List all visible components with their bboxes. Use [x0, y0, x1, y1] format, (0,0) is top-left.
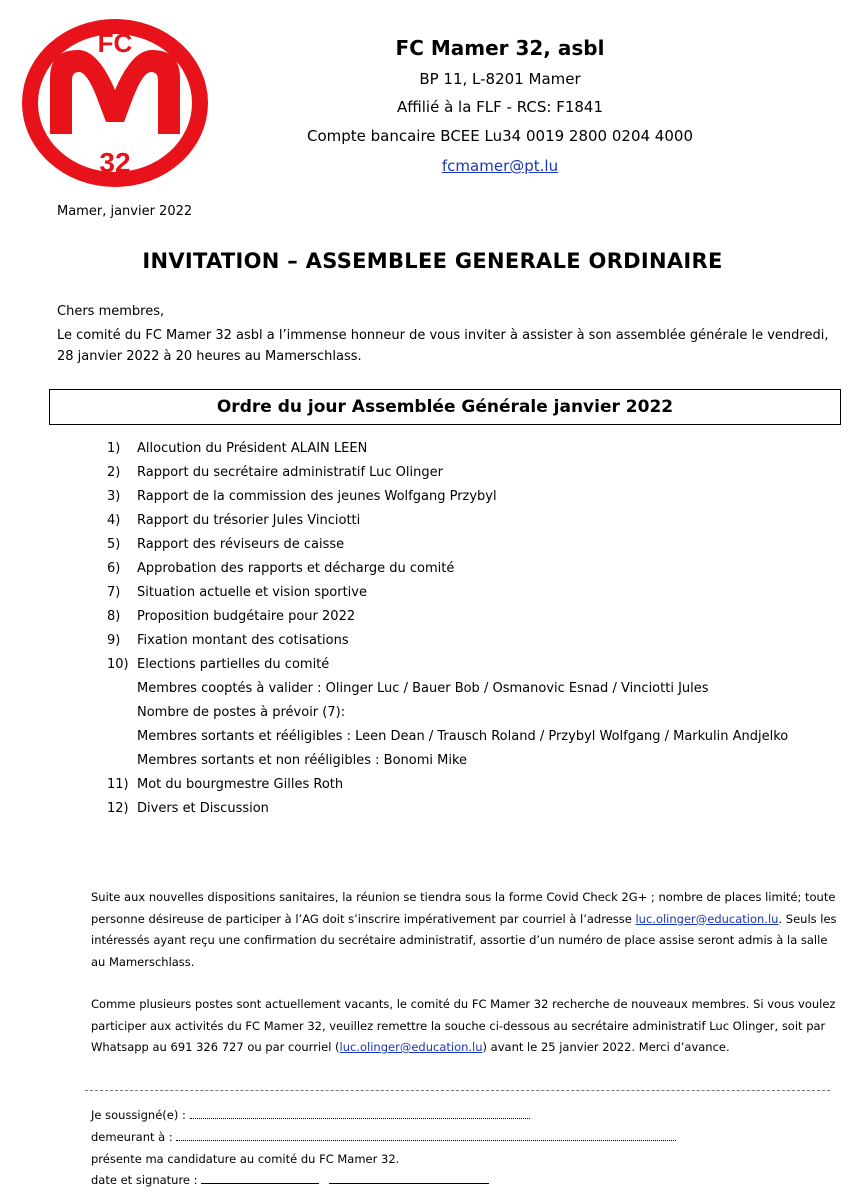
notice1-text-end: . Seuls les intéressés ayant reçu une confirmation du secrétaire administratif, assortie d’un numéro de place assise seront admis à la salle au Mamerschlass. — [91, 911, 837, 969]
agenda-subitem — [107, 725, 847, 749]
agenda-item — [107, 653, 847, 677]
logo-letters: FC — [97, 28, 133, 58]
agenda-item-text: Allocution du Président ALAIN LEEN — [137, 441, 368, 456]
form-date-field[interactable] — [201, 1173, 319, 1184]
form-undersigned-label: Je soussigné(e) : — [91, 1108, 186, 1122]
page-title: INVITATION – ASSEMBLEE GENERALE ORDINAIRE — [142, 249, 723, 273]
notice2-email-link[interactable]: luc.olinger@education.lu — [339, 1040, 483, 1054]
agenda-item — [107, 485, 847, 509]
notice1-text-start: Suite aux nouvelles dispositions sanitaires, la réunion se tiendra sous la forme Covid Check 2G+ ; nombre de places limité; toute personne désireuse de participer à l’AG doit s’inscrire impérativement par courriel à l’adresse — [91, 890, 836, 926]
recruitment-notice — [91, 994, 843, 1059]
agenda-item — [107, 797, 847, 821]
form-undersigned-row — [91, 1108, 530, 1122]
club-bank-account: Compte bancaire BCEE Lu34 0019 2800 0204 4000 — [306, 127, 693, 145]
notice2-text-start: Comme plusieurs postes sont actuellement vacants, le comité du FC Mamer 32 recherche de nouveaux membres. Si vous voulez participer aux activités du FC Mamer 32, veuillez remettre la souche ci-dessous au secrétaire administratif Luc Olinger, soit par Whatsapp au 691 326 727 ou par courriel ( — [91, 997, 836, 1054]
agenda-item-number: 4) — [107, 513, 121, 528]
date-place: Mamer, janvier 2022 — [57, 204, 193, 219]
agenda-item-number: 1) — [107, 441, 121, 456]
agenda-item-text: Membres cooptés à valider : Olinger Luc / Bauer Bob / Osmanovic Esnad / Vinciotti Jules — [137, 681, 709, 696]
agenda-item-text: Rapport du secrétaire administratif Luc Olinger — [137, 465, 443, 480]
agenda-item — [107, 461, 847, 485]
agenda-item-text: Rapport des réviseurs de caisse — [137, 537, 345, 552]
sanitary-notice — [91, 887, 843, 973]
agenda-item-number: 9) — [107, 633, 121, 648]
club-logo — [20, 18, 210, 188]
agenda-item-text: Approbation des rapports et décharge du comité — [137, 561, 455, 576]
club-address: BP 11, L-8201 Mamer — [419, 70, 581, 88]
agenda-item-text: Elections partielles du comité — [137, 657, 330, 672]
salutation: Chers membres, — [57, 304, 165, 319]
agenda-item-text: Divers et Discussion — [137, 801, 269, 816]
agenda-item-number: 12) — [107, 801, 129, 816]
agenda-item — [107, 509, 847, 533]
agenda-subitem — [107, 701, 847, 725]
agenda-item-number: 11) — [107, 777, 129, 792]
agenda-item-text: Rapport du trésorier Jules Vinciotti — [137, 513, 361, 528]
agenda-title: Ordre du jour Assemblée Générale janvier 2022 — [216, 397, 674, 417]
form-candidacy-statement: présente ma candidature au comité du FC Mamer 32. — [91, 1152, 400, 1166]
agenda-item-number: 3) — [107, 489, 121, 504]
agenda-item — [107, 581, 847, 605]
agenda-item-number: 8) — [107, 609, 121, 624]
intro-paragraph: Le comité du FC Mamer 32 asbl a l’immense honneur de vous inviter à assister à son assemblée générale le vendredi, 28 janvier 2022 à 20 heures au Mamerschlass. — [57, 328, 829, 364]
agenda-list — [107, 437, 847, 821]
agenda-item — [107, 437, 847, 461]
agenda-item-text: Membres sortants et rééligibles : Leen Dean / Trausch Roland / Przybyl Wolfgang / Markulin Andjelko — [137, 729, 789, 744]
agenda-subitem — [107, 677, 847, 701]
club-email-link[interactable]: fcmamer@pt.lu — [441, 157, 559, 175]
agenda-item — [107, 605, 847, 629]
agenda-item — [107, 773, 847, 797]
form-residing-row — [91, 1130, 676, 1144]
logo-number: 32 — [99, 147, 131, 178]
agenda-item-text: Nombre de postes à prévoir (7): — [137, 705, 346, 720]
agenda-item-number: 5) — [107, 537, 121, 552]
agenda-item — [107, 629, 847, 653]
form-residing-label: demeurant à : — [91, 1130, 173, 1144]
agenda-item — [107, 557, 847, 581]
cut-line-divider — [85, 1090, 830, 1091]
form-date-signature-row — [91, 1173, 489, 1187]
notice1-email-link[interactable]: luc.olinger@education.lu — [635, 911, 779, 926]
form-name-field[interactable] — [190, 1108, 530, 1119]
agenda-item-text: Fixation montant des cotisations — [137, 633, 349, 648]
agenda-item-text: Rapport de la commission des jeunes Wolfgang Przybyl — [137, 489, 497, 504]
club-name: FC Mamer 32, asbl — [395, 36, 605, 60]
club-affiliation: Affilié à la FLF - RCS: F1841 — [396, 98, 604, 116]
agenda-item-text: Mot du bourgmestre Gilles Roth — [137, 777, 344, 792]
form-date-signature-label: date et signature : — [91, 1173, 198, 1187]
agenda-item-number: 6) — [107, 561, 121, 576]
agenda-item — [107, 533, 847, 557]
agenda-subitem — [107, 749, 847, 773]
agenda-item-number: 2) — [107, 465, 121, 480]
agenda-item-number: 10) — [107, 657, 129, 672]
agenda-item-text: Situation actuelle et vision sportive — [137, 585, 367, 600]
form-signature-field[interactable] — [329, 1173, 489, 1184]
agenda-item-number: 7) — [107, 585, 121, 600]
agenda-item-text: Membres sortants et non rééligibles : Bonomi Mike — [137, 753, 468, 768]
agenda-title-box — [49, 389, 841, 425]
notice2-text-end: ) avant le 25 janvier 2022. Merci d’avance. — [482, 1040, 730, 1054]
form-address-field[interactable] — [176, 1130, 676, 1141]
agenda-item-text: Proposition budgétaire pour 2022 — [137, 609, 356, 624]
